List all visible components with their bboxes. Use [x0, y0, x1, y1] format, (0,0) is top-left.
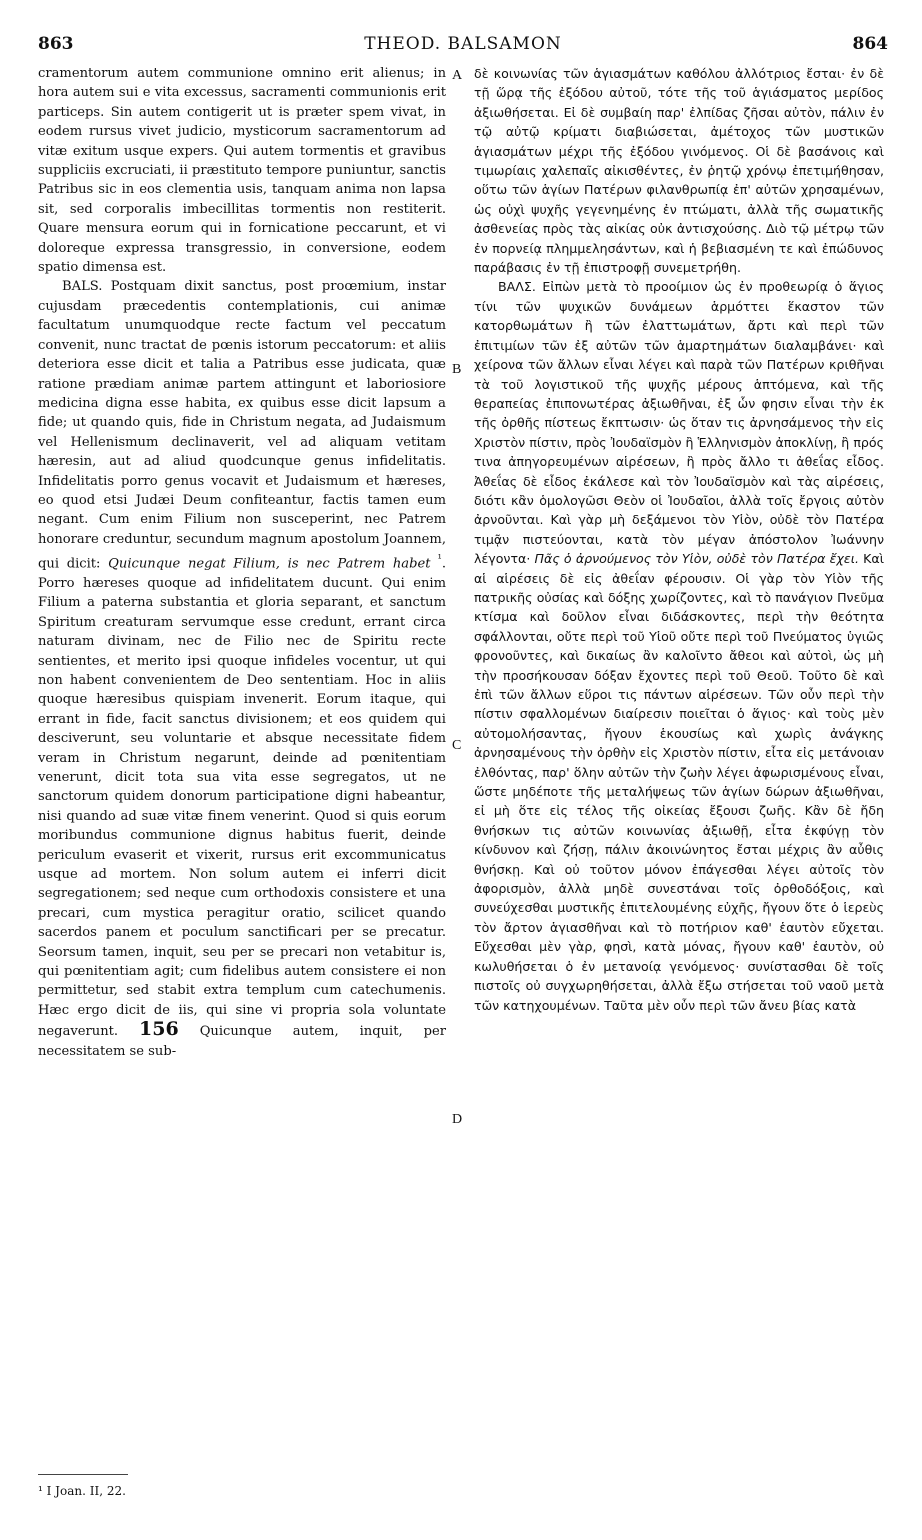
section-marker-b: B — [452, 362, 462, 377]
greek-paragraph — [474, 64, 884, 277]
latin-text: Quicunque autem, inquit, per necessitatem se sub- — [38, 1024, 446, 1059]
footnote-mark: ¹ — [430, 552, 442, 566]
greek-text: δὲ κοινωνίας τῶν ἁγιασμάτων καθόλου ἀλλότριος ἔσται· ἐν δὲ τῇ ὥρᾳ τῆς ἐξόδου αὐτοῦ, τότε τῆς τοῦ ἁγιάσματος μερίδος ἀξιωθήσεται. Εἰ δὲ συμβαίη παρ' ἐλπίδας ζῆσαι αὐτὸν, πάλιν ἐν τῷ αὐτῷ κρίματι διαβιώσεται, ἀμέτοχος τῶν μυστικῶν ἁγιασμάτων μέχρι τῆς ἐξόδου γινόμενος. Οἱ δὲ βασάνοις καὶ τιμωρίαις χαλεπαῖς αἰκισθέντες, ἐν ῥητῷ χρόνῳ ἐπετιμήθησαν, οὕτω τῶν ἁγίων Πατέρων φιλανθρωπίᾳ ἐπ' αὐτῶν χρησαμένων, ὡς οὐχὶ ψυχῆς γεγενημένης ἐν πτώματι, ἀλλὰ τῆς σωματικῆς ἀσθενείας πρὸς τὰς αἰκίας οὐκ ἀντισχούσης. Διὸ τῷ μέτρῳ τῶν ἐν πορνείᾳ πλημμελησάντων, καὶ ἡ βεβιασμένη τε καὶ ἐπώδυνος παράβασις ἐν τῇ ἐπιστροφῇ συνεμετρήθη. — [474, 66, 884, 276]
greek-commentary — [474, 277, 884, 1014]
footnote-rule — [38, 1474, 128, 1475]
latin-column — [38, 64, 446, 1061]
scripture-quote: Quicunque negat Filium, is nec Patrem habet — [108, 556, 431, 572]
latin-paragraph — [38, 64, 446, 277]
section-marker-a: A — [452, 68, 463, 83]
latin-text: . Porro hæreses quoque ad infidelitatem ducunt. Qui enim Filium a paterna substantia et gloria separant, et sanctum Spiritum creaturam servumque esse credunt, errant circa naturam divinam, nec de Filio nec de Spiritu recte sentientes, et merito ipsi quoque infideles vocentur, ut qui non habent convenientem de Deo sententiam. Hoc in aliis quoque hæresibus quispiam invenerit. Eorum itaque, qui errant in fide, facit sanctus divisionem; et eos quidem qui desciverunt, seu voluntarie et absque necessitate fidem veram in Christum negarunt, deinde ad pœnitentiam venerunt, dicit tota sua vita esse segregatos, ut ne sanctorum quidem donorum participatione digni habeantur, nisi quando ad suæ vitæ finem venerint. Quod si quis eorum moribundus communione dignus habitus fuerit, deinde periculum evaserit et vixerit, rursus erit excommunicatus usque ad mortem. Non solum autem ei inferri dicit segregationem; sed neque cum orthodoxis consistere et una precari, cum mystica peragitur oratio, scilicet quando sacerdos panem et poculum sanctificari per se precatur. Seorsum tamen, inquit, seu per se precari non vetabitur is, qui pœnitentiam agit; cum fidelibus autem consistere ei non permittetur, sed stabit extra templum cum catechumenis. Hæc ergo dicit de iis, qui sine vi propria sola voluntate negaverunt. — [38, 556, 447, 1040]
column-page-number: 156 — [139, 1018, 179, 1041]
right-page-number: 864 — [852, 34, 888, 54]
scripture-quote: Πᾶς ὁ ἀρνούμενος τὸν Υἱὸν, οὐδὲ τὸν Πατέρα ἔχει. — [534, 551, 859, 567]
latin-text: BALS. Postquam dixit sanctus, post proœmium, instar cujusdam præcedentis contemplationis, cui animæ facultatum unumquodque recte factum vel peccatum convenit, nunc tractat de pœnis istorum peccatorum: et aliis deteriora esse dicit et talia a Patribus esse judicata, quæ ratione prædiam animæ partem attingunt et laboriosiore medicina digna esse habita, ex quibus esse dicit lapsum a fide; ut quando quis, fide in Christum negata, ad Judaismum vel Hellenismum declinaverit, vel ad aliquam vetitam hæresin, aut ad aliud quodcunque genus infidelitatis. Infidelitatis porro genus vocavit et Judaismum et hæreses, eo quod etsi Judæi Deum confiteantur, factis tamen eum negant. Cum enim Filium non susceperint, nec Patrem honorare creduntur, secundum magnum apostolum Joannem, qui dicit: — [38, 279, 446, 572]
greek-text: Καὶ αἱ αἱρέσεις δὲ εἰς ἀθεΐαν φέρουσιν. Οἱ γὰρ τὸν Υἱὸν τῆς πατρικῆς οὐσίας καὶ δόξης χωρίζοντες, καὶ τὸ πανάγιον Πνεῦμα κτίσμα καὶ δοῦλον εἶναι διδάσκοντες, περὶ τὴν θεότητα σφάλλονται, οὔτε περὶ τοῦ Υἱοῦ οὔτε περὶ τοῦ Πνεύματος ὑγιῶς φρονοῦντες, καὶ δικαίως ἂν καλοῖντο ἄθεοι καὶ αὐτοὶ, ὡς μὴ τὴν προσήκουσαν δόξαν ἔχοντες περὶ τοῦ Θεοῦ. Τοῦτο δὲ καὶ ἐπὶ τῶν ἄλλων εὕροι τις πάντων αἱρέσεων. Τῶν οὖν περὶ τὴν πίστιν σφαλλομένων διαίρεσιν ποιεῖται ὁ ἅγιος· καὶ τοὺς μὲν αὐτομολήσαντας, ἤγουν ἑκουσίως καὶ χωρὶς ἀνάγκης ἀρνησαμένους τὴν ὀρθὴν εἰς Χριστὸν πίστιν, εἶτα εἰς μετάνοιαν ἐλθόντας, παρ' ὅλην αὐτῶν τὴν ζωὴν λέγει ἀφωρισμένους εἶναι, ὥστε μηδέποτε τῆς μεταλήψεως τῶν ἁγίων δώρων ἀξιωθῆναι, εἰ μὴ ὅτε εἰς τέλος τῆς οἰκείας ἔξουσι ζωῆς. Κἂν δὲ ἤδη θνήσκων τις αὐτῶν κοινωνίας ἀξιωθῇ, εἶτα ἐκφύγῃ τὸν κίνδυνον καὶ ζήσῃ, πάλιν ἀκοινώνητος ἔσται μέχρις ἂν αὖθις θνήσκῃ. Καὶ οὐ τοῦτον μόνον ἐπάγεσθαι λέγει αὐτοῖς τὸν ἀφορισμὸν, ἀλλὰ μηδὲ συνεστάναι τοῖς ὀρθοδόξοις, καὶ συνεύχεσθαι μυστικῆς ἐπιτελουμένης εὐχῆς, ἤγουν ὅτε ὁ ἱερεὺς τὸν ἄρτον ἁγιασθῆναι καὶ τὸ ποτήριον καθ' ἑαυτὸν εὔχεται. Εὔχεσθαι μὲν γὰρ, φησὶ, κατὰ μόνας, ἤγουν καθ' ἑαυτὸν, οὐ κωλυθήσεται ὁ ἐν μετανοίᾳ γενόμενος· συνίστασθαι δὲ τοῖς πιστοῖς οὐ συγχωρηθήσεται, ἀλλὰ ἔξω στήσεται τοῦ ναοῦ μετὰ τῶν κατηχουμένων. Ταῦτα μὲν οὖν περὶ τῶν ἄνευ βίας κατὰ — [474, 551, 884, 1013]
latin-commentary — [38, 277, 446, 1061]
greek-column — [474, 64, 884, 1015]
left-page-number: 863 — [38, 34, 74, 54]
section-marker-c: C — [452, 738, 462, 753]
page-header — [38, 34, 888, 58]
section-marker-d: D — [452, 1112, 463, 1127]
running-title: THEOD. BALSAMON — [364, 34, 562, 54]
greek-text: ΒΑΛΣ. Εἰπὼν μετὰ τὸ προοίμιον ὡς ἐν προθεωρίᾳ ὁ ἅγιος τίνι τῶν ψυχικῶν δυνάμεων ἁρμόττει ἕκαστον τῶν κατορθωμάτων ἢ τῶν ἐλαττωμάτων, ἄρτι καὶ περὶ τῶν ἐπιτιμίων τῶν ἐξ αὐτῶν τῶν ἁμαρτημάτων διαλαμβάνει· καὶ χείρονα τῶν ἄλλων εἶναι λέγει καὶ παρὰ τῶν Πατέρων κριθῆναι τὰ τοῦ λογιστικοῦ τῆς ψυχῆς μέρους ἁπτόμενα, καὶ τῆς θεραπείας ἐπιπονωτέρας ἀξιωθῆναι, ἐξ ὧν φησιν εἶναι τὴν ἐκ τῆς ὀρθῆς πίστεως ἔκπτωσιν· ὡς ὅταν τις ἀρνησάμενος τὴν εἰς Χριστὸν πίστιν, πρὸς Ἰουδαϊσμὸν ἢ Ἑλληνισμὸν ἀποκλίνῃ, ἢ πρός τινα ἀπηγορευμένων αἱρέσεων, ἢ πρὸς ἄλλο τι ἀθεΐας εἶδος. Ἀθεΐας δὲ εἶδος ἐκάλεσε καὶ τὸν Ἰουδαϊσμὸν καὶ τὰς αἱρέσεις, διότι κἂν ὁμολογῶσι Θεὸν οἱ Ἰουδαῖοι, ἀλλὰ τοῖς ἔργοις αὐτὸν ἀρνοῦνται. Καὶ γὰρ μὴ δεξάμενοι τὸν Υἱὸν, οὐδὲ τὸν Πατέρα τιμᾷν πιστεύονται, κατὰ τὸν μέγαν ἀπόστολον Ἰωάννην λέγοντα· — [474, 279, 884, 567]
footnote: ¹ I Joan. II, 22. — [38, 1484, 126, 1498]
latin-text: cramentorum autem communione omnino erit alienus; in hora autem sui e vita excessus, sacramenti communionis erit particeps. Sin autem contigerit ut is præter spem vivat, in eodem rursus vivet judicio, mysticorum sacramentorum ad vitæ exitum usque expers. Qui autem tormentis et gravibus suppliciis excruciati, ii præstituto tempore puniuntur, sanctis Patribus sic in eos clementia usis, tanquam anima non lapsa sit, sed corporalis imbecillitas tormentis non restiterit. Quare mensura eorum qui in fornicatione peccarunt, et vi doloreque expressa transgressio, in conversione, eodem spatio dimensa est. — [38, 66, 446, 276]
